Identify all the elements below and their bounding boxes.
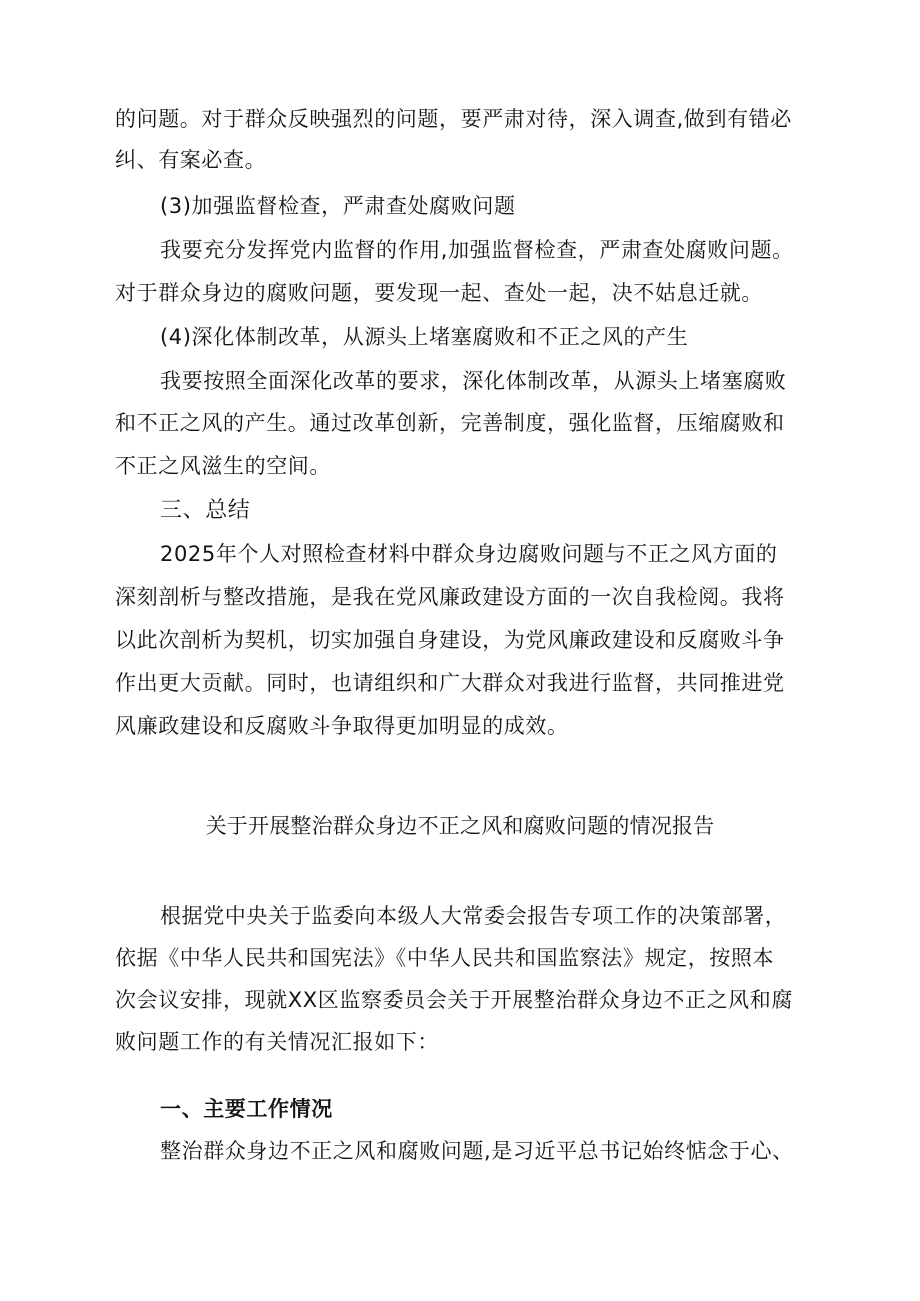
body-text-line: 纠、有案必查。 [115,148,267,172]
item-4-heading: (4)深化体制改革，从源头上堵塞腐败和不正之风的产生 [160,325,689,349]
summary-heading: 三、总结 [160,498,251,523]
body-text-line: 整治群众身边不正之风和腐败问题,是习近平总书记始终惦念于心、 [160,1139,794,1163]
body-text-line: 以此次剖析为契机，切实加强自身建设，为党风廉政建设和反腐败斗争 [115,628,785,652]
section-1-heading: 一、主要工作情况 [160,1097,333,1121]
body-text-line: 败问题工作的有关情况汇报如下： [115,1030,439,1054]
body-text-line: 和不正之风的产生。通过改革创新，完善制度，强化监督，压缩腐败和 [115,411,785,435]
body-text-line: 对于群众身边的腐败问题，要发现一起、查处一起，决不姑息迁就。 [115,281,763,305]
body-text-line: 我要充分发挥党内监督的作用,加强监督检查，严肃查处腐败问题。 [160,238,794,262]
body-text-line: 我要按照全面深化改革的要求，深化体制改革，从源头上堵塞腐败 [160,369,787,393]
body-text-line: 根据党中央关于监委向本级人大常委会报告专项工作的决策部署， [160,904,787,928]
body-text-line: 风廉政建设和反腐败斗争取得更加明显的成效。 [115,714,569,738]
body-text-line: 作出更大贡献。同时，也请组织和广大群众对我进行监督，共同推进党 [115,671,785,695]
body-text-line: 依据《中华人民共和国宪法》《中华人民共和国监察法》规定，按照本 [115,946,775,970]
body-text-line: 不正之风滋生的空间。 [115,454,331,478]
item-3-heading: (3)加强监督检查，严肃查处腐败问题 [160,194,516,218]
body-text-line: 的问题。对于群众反映强烈的问题，要严肃对待，深入调查,做到有错必 [115,107,792,131]
body-text-line: 次会议安排，现就XX区监察委员会关于开展整治群众身边不正之风和腐 [115,988,793,1012]
body-text-line: 2025年个人对照检查材料中群众身边腐败问题与不正之风方面的 [160,542,778,566]
body-text-line: 深刻剖析与整改措施，是我在党风廉政建设方面的一次自我检阅。我将 [115,585,785,609]
report-title: 关于开展整治群众身边不正之风和腐败问题的情况报告 [205,814,715,838]
